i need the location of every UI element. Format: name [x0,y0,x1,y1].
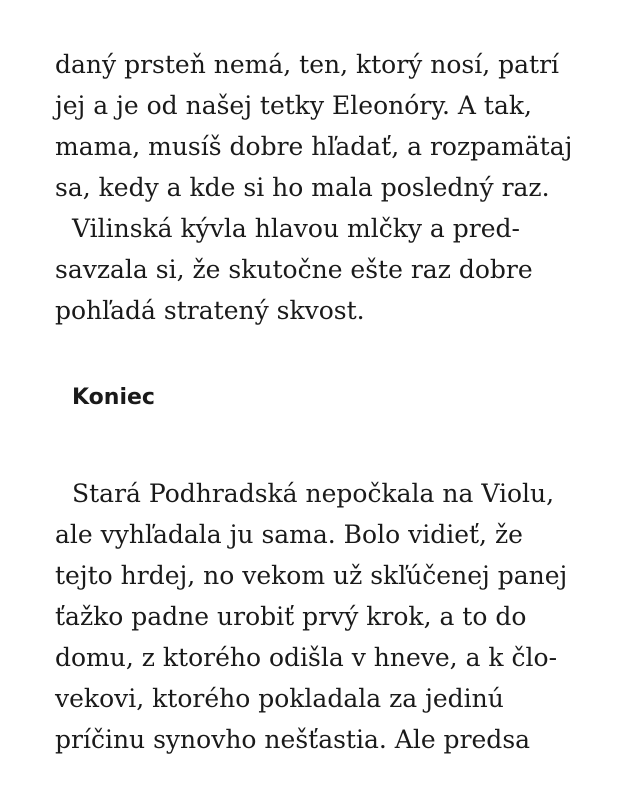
text-line: ťažko padne urobiť prvý krok, a to do [55,602,527,631]
text-line: domu, z ktorého odišla v hneve, a k člo- [55,643,558,672]
paragraph-vilinska [55,208,600,331]
text-line: sa, kedy a kde si ho mala posledný raz. [55,173,550,202]
section-spacer [55,418,600,473]
text-line: Stará Podhradská nepočkala na Violu, [72,479,555,508]
text-line: jej a je od našej tetky Eleonóry. A tak, [55,91,532,120]
section-spacer [55,331,600,377]
text-line: ale vyhľadala ju sama. Bolo vidieť, že [55,520,523,549]
text-line: mama, musíš dobre hľadať, a rozpamätaj [55,132,573,161]
text-line: savzala si, že skutočne ešte raz dobre [55,255,533,284]
text-line: tejto hrdej, no vekom už skľúčenej panej [55,561,568,590]
paragraph-continued [55,44,600,208]
paragraph-stara-podhradska [55,473,600,760]
text-line: pohľadá stratený skvost. [55,296,365,325]
text-line: príčinu synovho nešťastia. Ale predsa [55,725,531,754]
section-heading: Koniec [72,385,155,410]
text-line: Vilinská kývla hlavou mlčky a pred- [72,214,520,243]
text-line: vekovi, ktorého pokladala za jedinú [55,684,504,713]
text-line: daný prsteň nemá, ten, ktorý nosí, patrí [55,50,560,79]
